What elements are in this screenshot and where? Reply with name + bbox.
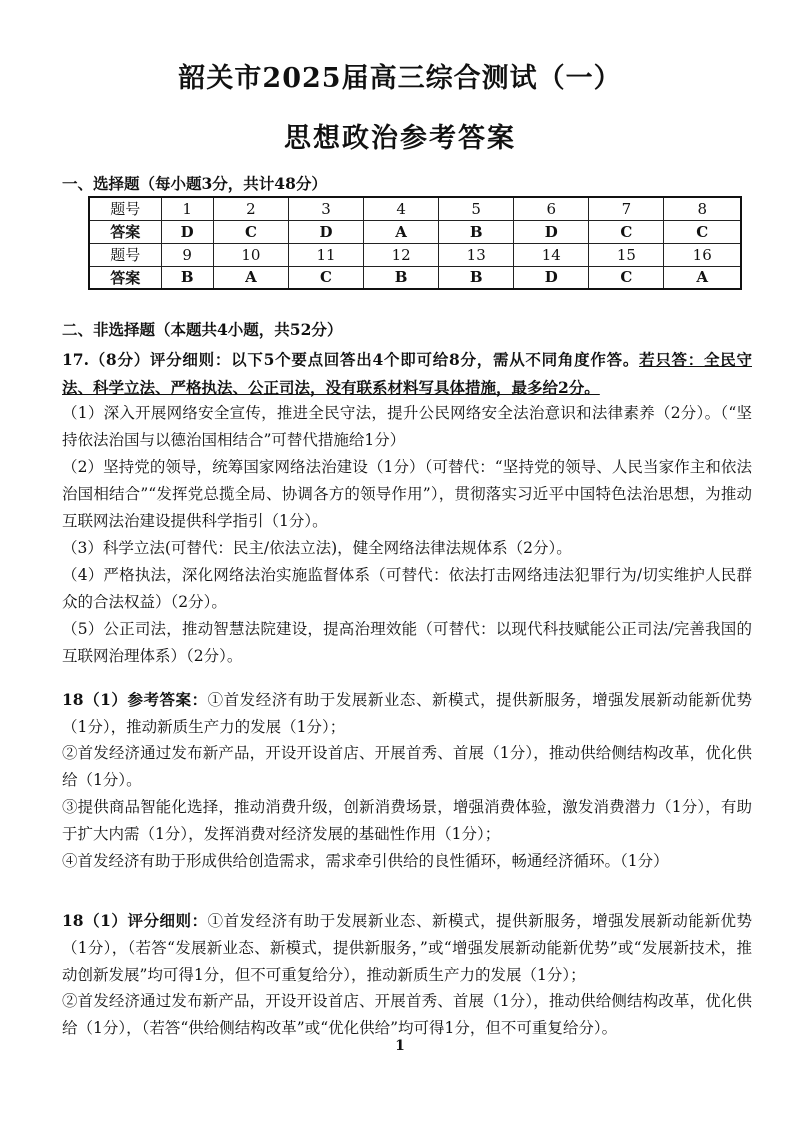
table-cell: B	[161, 266, 213, 289]
page-number: 1	[395, 1038, 405, 1054]
table-cell: 3	[288, 197, 363, 220]
table-cell: 2	[213, 197, 288, 220]
table-cell: 10	[213, 243, 288, 266]
q17-scoring-head	[62, 346, 752, 402]
q17-point-5: （5）公正司法，推动智慧法院建设，提高治理效能（可替代：以现代科技赋能公正司法/完善我国的互联网治理体系）（2分）。	[62, 620, 752, 665]
q17-point-1: （1）深入开展网络安全宣传，推进全民守法，提升公民网络安全法治意识和法律素养（2分）。（“坚持依法治国与以德治国相结合”可替代措施给1分）	[62, 404, 752, 449]
table-cell: C	[664, 220, 741, 243]
q18-answer-head: 18（1）参考答案：	[62, 690, 208, 709]
table-cell: 14	[514, 243, 589, 266]
table-cell: 11	[288, 243, 363, 266]
table-cell: 4	[364, 197, 439, 220]
table-row	[89, 197, 741, 220]
table-cell: 15	[589, 243, 664, 266]
q17-point-3: （3）科学立法(可替代：民主/依法立法)，健全网络法律法规体系（2分）。	[62, 539, 572, 557]
table-cell: 12	[364, 243, 439, 266]
table-cell: A	[213, 266, 288, 289]
table-cell: 9	[161, 243, 213, 266]
table-row	[89, 266, 741, 289]
table-cell: 题号	[89, 197, 161, 220]
table-cell: 5	[439, 197, 514, 220]
q18-rules-point-1	[62, 907, 752, 989]
q18-answer-point-1	[62, 686, 752, 741]
section2-heading: 二、非选择题（本题共4小题，共52分）	[62, 320, 343, 339]
table-cell: 13	[439, 243, 514, 266]
q18-answer-point-3: ③提供商品智能化选择，推动消费升级，创新消费场景，增强消费体验，激发消费潜力（1分），有助于扩大内需（1分），发挥消费对经济发展的基础性作用（1分）；	[62, 798, 752, 843]
q17-point-4: （4）严格执法，深化网络法治实施监督体系（可替代：依法打击网络违法犯罪行为/切实维护人民群众的合法权益）（2分）。	[62, 566, 752, 611]
table-cell: 6	[514, 197, 589, 220]
table-cell: A	[364, 220, 439, 243]
table-cell: A	[664, 266, 741, 289]
table-cell: 答案	[89, 266, 161, 289]
q17-underlined-note: 若只答：全民守法、科学立法、严格执法、公正司法，没有联系材料写具体措施，最多给2分。	[62, 350, 752, 397]
table-cell: B	[439, 266, 514, 289]
table-cell: D	[288, 220, 363, 243]
q18-answer-point-4: ④首发经济有助于形成供给创造需求，需求牵引供给的良性循环，畅通经济循环。（1分）	[62, 852, 669, 870]
document-subtitle: 思想政治参考答案	[284, 123, 516, 154]
q18-answer-text: ①首发经济有助于发展新业态、新模式，提供新服务，增强发展新动能新优势（1分），推动新质生产力的发展（1分）；	[62, 691, 752, 736]
table-row	[89, 243, 741, 266]
table-cell: 7	[589, 197, 664, 220]
section1-heading: 一、选择题（每小题3分，共计48分）	[62, 174, 327, 193]
table-cell: 8	[664, 197, 741, 220]
q18-rules-point-2: ②首发经济通过发布新产品，开设开设首店、开展首秀、首展（1分），推动供给侧结构改革，优化供给（1分），（若答“供给侧结构改革”或“优化供给”均可得1分，但不可重复给分）。	[62, 992, 752, 1037]
table-cell: C	[213, 220, 288, 243]
q18-rules-text: ①首发经济有助于发展新业态、新模式，提供新服务，增强发展新动能新优势（1分），（若答“发展新业态、新模式，提供新服务，”或“增强发展新动能新优势”或“发展新技术，推动创新发展”均可得1分，但不可重复给分），推动新质生产力的发展（1分）；	[62, 912, 752, 984]
table-cell: B	[364, 266, 439, 289]
table-cell: 答案	[89, 220, 161, 243]
document-title: 韶关市2025届高三综合测试（一）	[178, 63, 622, 94]
table-cell: C	[288, 266, 363, 289]
table-cell: C	[589, 220, 664, 243]
table-cell: 16	[664, 243, 741, 266]
table-cell: 1	[161, 197, 213, 220]
table-cell: D	[514, 266, 589, 289]
table-row	[89, 220, 741, 243]
answer-table	[88, 196, 742, 290]
table-cell: B	[439, 220, 514, 243]
table-cell: D	[514, 220, 589, 243]
table-cell: 题号	[89, 243, 161, 266]
q17-point-2: （2）坚持党的领导，统筹国家网络法治建设（1分）（可替代：“坚持党的领导、人民当家作主和依法治国相结合”“发挥党总揽全局、协调各方的领导作用”），贯彻落实习近平中国特色法治思想，为推动互联网法治建设提供科学指引（1分）。	[62, 458, 752, 530]
table-cell: C	[589, 266, 664, 289]
q18-rules-head: 18（1）评分细则：	[62, 911, 208, 930]
table-cell: D	[161, 220, 213, 243]
q17-head-text: 17.（8分）评分细则：以下5个要点回答出4个即可给8分，需从不同角度作答。	[62, 350, 640, 369]
q18-answer-point-2: ②首发经济通过发布新产品，开设开设首店、开展首秀、首展（1分），推动供给侧结构改革，优化供给（1分）。	[62, 744, 752, 789]
